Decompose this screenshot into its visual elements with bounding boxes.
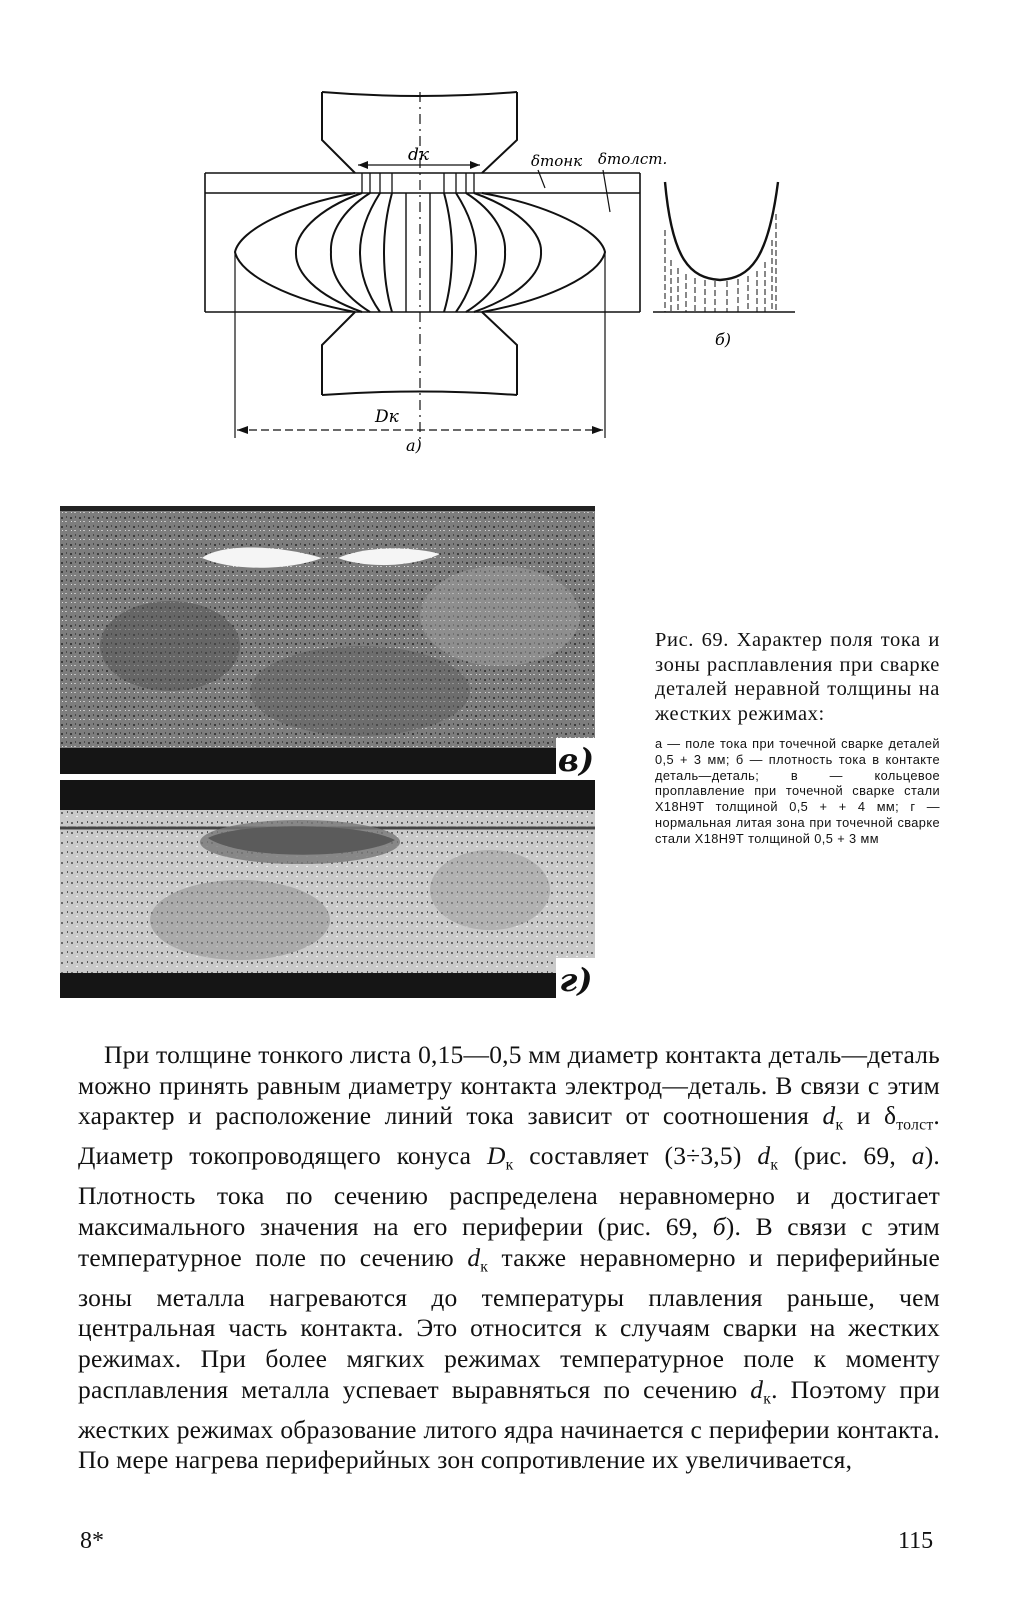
micrograph-normal-nugget (60, 780, 595, 998)
figure-ref-a: а (911, 1141, 925, 1171)
symbol-d: d (467, 1242, 481, 1272)
body-text-run: составляет (3÷3,5) (513, 1141, 758, 1171)
figure-caption (655, 628, 940, 847)
body-text-run: . Поэтому при жестких режимах образование литого ядра начинается с периферии контакта. По мере нагрева периферийных зон сопротивление их увеличивается, (78, 1374, 940, 1475)
figure-ref-b: б (712, 1212, 726, 1242)
body-text-run: . Диаметр токопроводящего конуса (78, 1101, 940, 1171)
subscript: к (835, 1116, 844, 1134)
caption-title: Рис. 69. Характер поля тока и зоны расплавления при сварке деталей неравной толщины на жестких режимах: (655, 629, 940, 725)
label-delta-thin: δтонк (531, 152, 583, 170)
label-dk: dк (408, 145, 430, 165)
symbol-d: d (822, 1101, 836, 1131)
symbol-D: D (486, 1141, 506, 1171)
label-Dk: Dк (375, 407, 399, 427)
subscript: к (480, 1258, 489, 1276)
label-part-a: а) (406, 436, 422, 455)
micrograph-ring-penetration (60, 506, 595, 774)
label-part-v: в) (556, 738, 596, 782)
subscript: к (770, 1156, 779, 1174)
caption-legend: а — поле тока при точечной сварке деталей 0,5 + 3 мм; б — плотность тока в контакте деталь—деталь; в — кольцевое проплавление при точечной сварке стали Х18Н9Т толщиной 0,5 + + 4 мм; г — нормальная литая зона при точечной сварке стали Х18Н9Т толщиной 0,5 + 3 мм (655, 736, 940, 846)
body-text-run: ). Плотность тока по сечению распределена неравномерно и достигает максимального значения на его периферии (рис. 69, (78, 1141, 940, 1242)
body-text-run: При толщине тонкого листа 0,15—0,5 мм диаметр контакта деталь—деталь можно принять равным диаметру контакта электрод—деталь. В связи с этим характер и расположение линий тока зависит от соотношения (78, 1040, 940, 1131)
figure-current-field-diagram (190, 80, 810, 460)
subscript: толст (896, 1116, 934, 1134)
body-text-run: и δ (843, 1101, 897, 1131)
body-paragraph (78, 1040, 940, 1476)
subscript: к (763, 1390, 772, 1408)
page-number: 115 (898, 1528, 934, 1554)
label-part-b: б) (715, 330, 732, 349)
symbol-d: d (750, 1374, 764, 1404)
body-text-run: (рис. 69, (778, 1141, 912, 1171)
subscript: к (505, 1156, 514, 1174)
body-text-run: также неравномерно и периферийные зоны металла нагреваются до температуры плавления раньше, чем центральная часть контакта. Это относится к случаям сварки на жестких режимах. При более мягких режимах температурное поле к моменту расплавления металла успевает выравняться по сечению (78, 1242, 941, 1404)
symbol-d: d (757, 1141, 771, 1171)
signature-mark: 8* (80, 1528, 104, 1554)
label-part-g: г) (556, 958, 596, 1002)
body-text-run: ). В связи с этим температурное поле по сечению (78, 1212, 940, 1272)
label-delta-thick: δтолст. (598, 150, 668, 168)
